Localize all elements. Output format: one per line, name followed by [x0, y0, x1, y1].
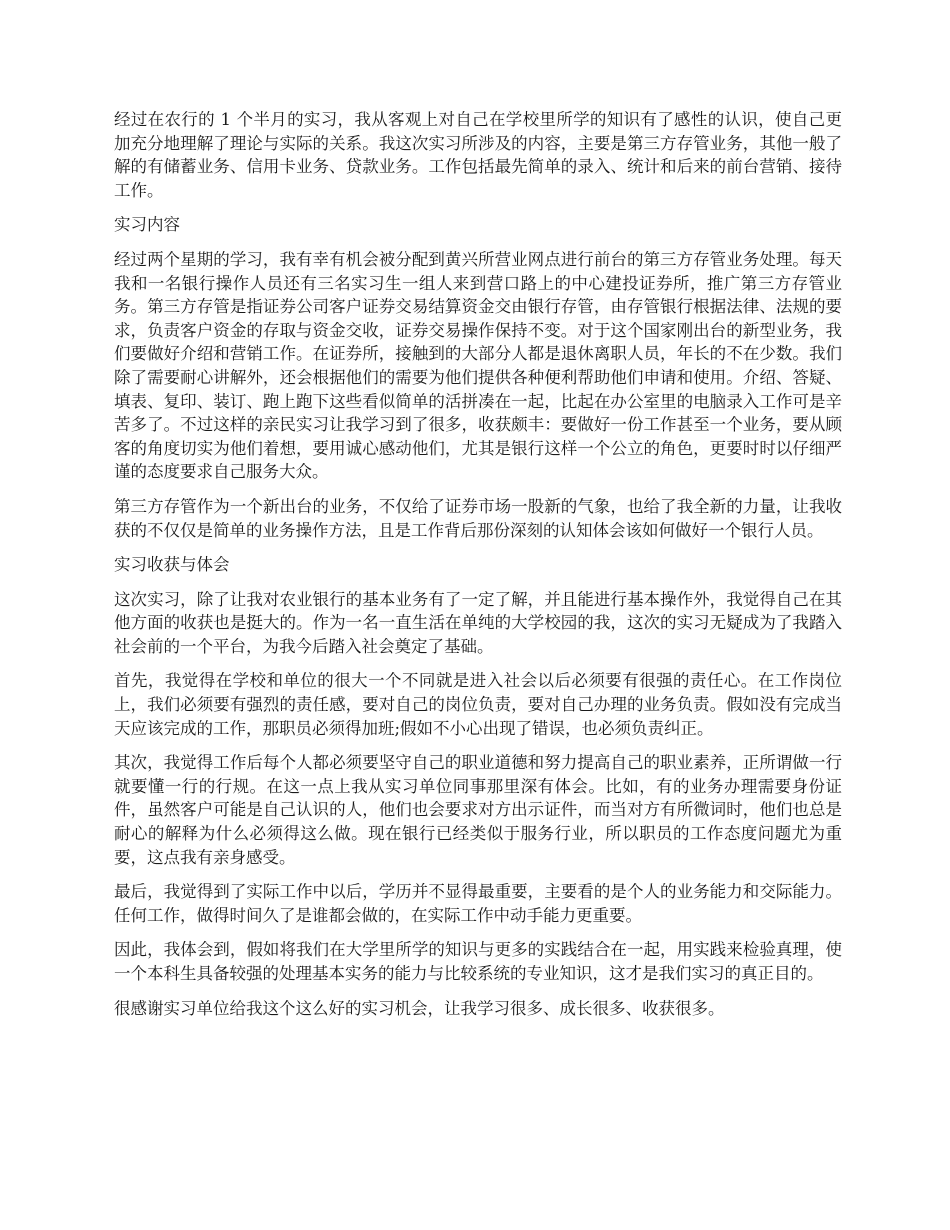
document-body	[114, 108, 842, 1031]
paragraph-second: 其次，我觉得工作后每个人都必须要坚守自己的职业道德和努力提高自己的职业素养，正所谓做一行就要懂一行的行规。在这一点上我从实习单位同事那里深有体会。比如，有的业务办理需要身份证件，虽然客户可能是自己认识的人，他们也会要求对方出示证件，而当对方有所微词时，他们也总是耐心的解释为什么必须得这么做。现在银行已经类似于服务行业，所以职员的工作态度问题尤为重要，这点我有亲身感受。	[114, 753, 842, 867]
paragraph-content: 经过两个星期的学习，我有幸有机会被分配到黄兴所营业网点进行前台的第三方存管业务处理。每天我和一名银行操作人员还有三名实习生一组人来到营口路上的中心建投证券所，推广第三方存管业务。第三方存管是指证券公司客户证券交易结算资金交由银行存管，由存管银行根据法律、法规的要求，负责客户资金的存取与资金交收，证券交易操作保持不变。对于这个国家刚出台的新型业务，我们要做好介绍和营销工作。在证券所，接触到的大部分人都是退休离职人员，年长的不在少数。我们除了需要耐心讲解外，还会根据他们的需要为他们提供各种便利帮助他们申请和使用。介绍、答疑、填表、复印、装订、跑上跑下这些看似简单的活拼凑在一起，比起在办公室里的电脑录入工作可是辛苦多了。不过这样的亲民实习让我学习到了很多，收获颇丰：要做好一份工作甚至一个业务，要从顾客的角度切实为他们着想，要用诚心感动他们，尤其是银行这样一个公立的角色，更要时时以仔细严谨的态度要求自己服务大众。	[114, 249, 842, 482]
paragraph-first: 首先，我觉得在学校和单位的很大一个不同就是进入社会以后必须要有很强的责任心。在工作岗位上，我们必须要有强烈的责任感，要对自己的岗位负责，要对自己办理的业务负责。假如没有完成当天应该完成的工作，那职员必须得加班;假如不小心出现了错误，也必须负责纠正。	[114, 671, 842, 738]
paragraph-intro: 经过在农行的 1 个半月的实习，我从客观上对自己在学校里所学的知识有了感性的认识，使自己更加充分地理解了理论与实际的关系。我这次实习所涉及的内容，主要是第三方存管业务，其他一般了解的有储蓄业务、信用卡业务、贷款业务。工作包括最先简单的录入、统计和后来的前台营销、接待工作。	[114, 110, 842, 200]
section-heading-gains: 实习收获与体会	[114, 555, 230, 575]
paragraph-gains: 这次实习，除了让我对农业银行的基本业务有了一定了解，并且能进行基本操作外，我觉得自己在其他方面的收获也是挺大的。作为一名一直生活在单纯的大学校园的我，这次的实习无疑成为了我踏入社会前的一个平台，为我今后踏入社会奠定了基础。	[114, 589, 842, 656]
paragraph-third-party: 第三方存管作为一个新出台的业务，不仅给了证券市场一股新的气象，也给了我全新的力量，让我收获的不仅仅是简单的业务操作方法，且是工作背后那份深刻的认知体会该如何做好一个银行人员。	[114, 496, 842, 540]
paragraph-conclusion: 因此，我体会到，假如将我们在大学里所学的知识与更多的实践结合在一起，用实践来检验真理，使一个本科生具备较强的处理基本实务的能力与比较系统的专业知识，这才是我们实习的真正目的。	[114, 940, 842, 983]
paragraph-last: 最后，我觉得到了实际工作中以后，学历并不显得最重要，主要看的是个人的业务能力和交际能力。任何工作，做得时间久了是谁都会做的，在实际工作中动手能力更重要。	[114, 882, 842, 925]
paragraph-thanks: 很感谢实习单位给我这个这么好的实习机会，让我学习很多、成长很多、收获很多。	[114, 998, 725, 1018]
section-heading-content: 实习内容	[114, 215, 180, 235]
